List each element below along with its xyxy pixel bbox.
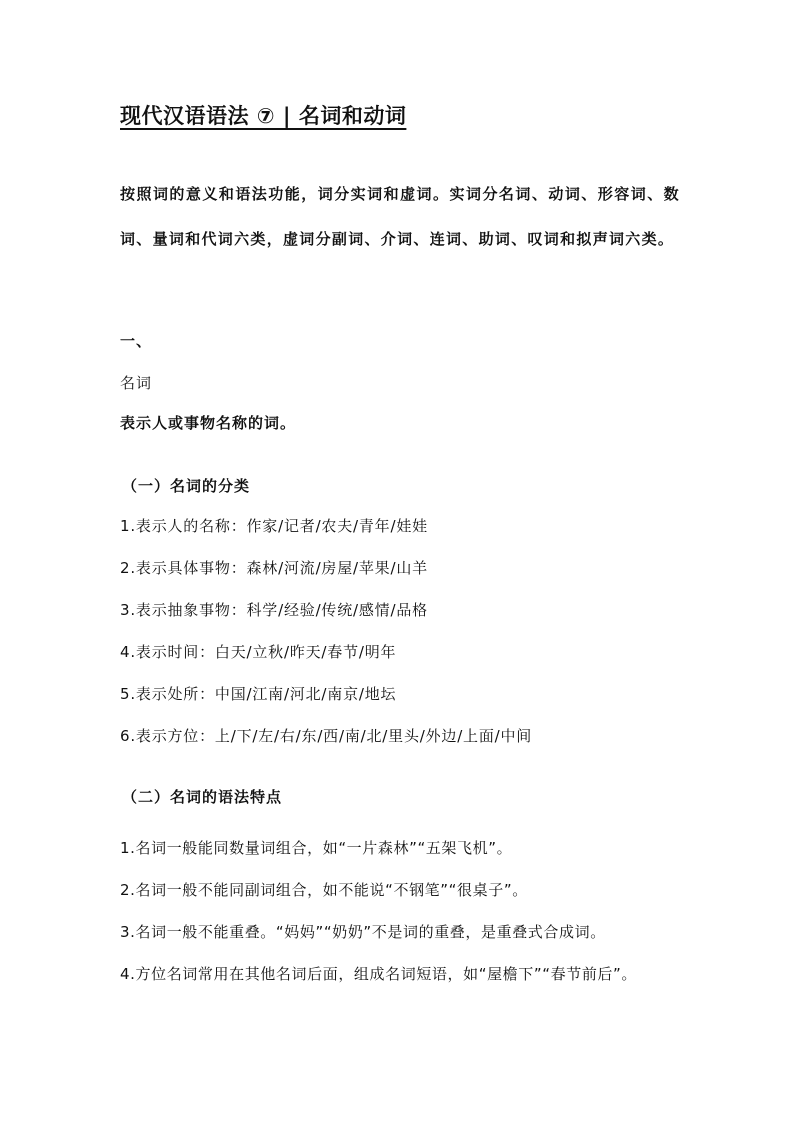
list-item: 5.表示处所：中国/江南/河北/南京/地坛	[120, 685, 397, 703]
section-definition: 表示人或事物名称的词。	[120, 414, 297, 432]
list-item: 4.方位名词常用在其他名词后面，组成名词短语，如“屋檐下”“春节前后”。	[120, 965, 637, 983]
list-item: 3.表示抽象事物：科学/经验/传统/感情/品格	[120, 601, 428, 619]
page-title: 现代汉语语法 ⑦ | 名词和动词	[120, 104, 407, 128]
intro-paragraph: 按照词的意义和语法功能，词分实词和虚词。实词分名词、动词、形容词、数词、量词和代词六类，虚词分副词、介词、连词、助词、叹词和拟声词六类。	[120, 185, 680, 248]
subsection-heading-grammar: （二）名词的语法特点	[122, 788, 283, 806]
list-item: 3.名词一般不能重叠。“妈妈”“奶奶”不是词的重叠，是重叠式合成词。	[120, 923, 606, 941]
classification-list	[120, 515, 532, 767]
section-name: 名词	[120, 374, 153, 392]
list-item: 1.表示人的名称：作家/记者/农夫/青年/娃娃	[120, 517, 428, 535]
subsection-heading-classification: （一）名词的分类	[122, 477, 251, 495]
list-item: 2.表示具体事物：森林/河流/房屋/苹果/山羊	[120, 559, 428, 577]
list-item: 2.名词一般不能同副词组合，如不能说“不钢笔”“很桌子”。	[120, 881, 528, 899]
list-item: 1.名词一般能同数量词组合，如“一片森林”“五架飞机”。	[120, 839, 513, 857]
grammar-features-list	[120, 827, 680, 995]
list-item: 6.表示方位：上/下/左/右/东/西/南/北/里头/外边/上面/中间	[120, 727, 533, 745]
list-item: 4.表示时间：白天/立秋/昨天/春节/明年	[120, 643, 397, 661]
section-number: 一、	[120, 332, 153, 350]
